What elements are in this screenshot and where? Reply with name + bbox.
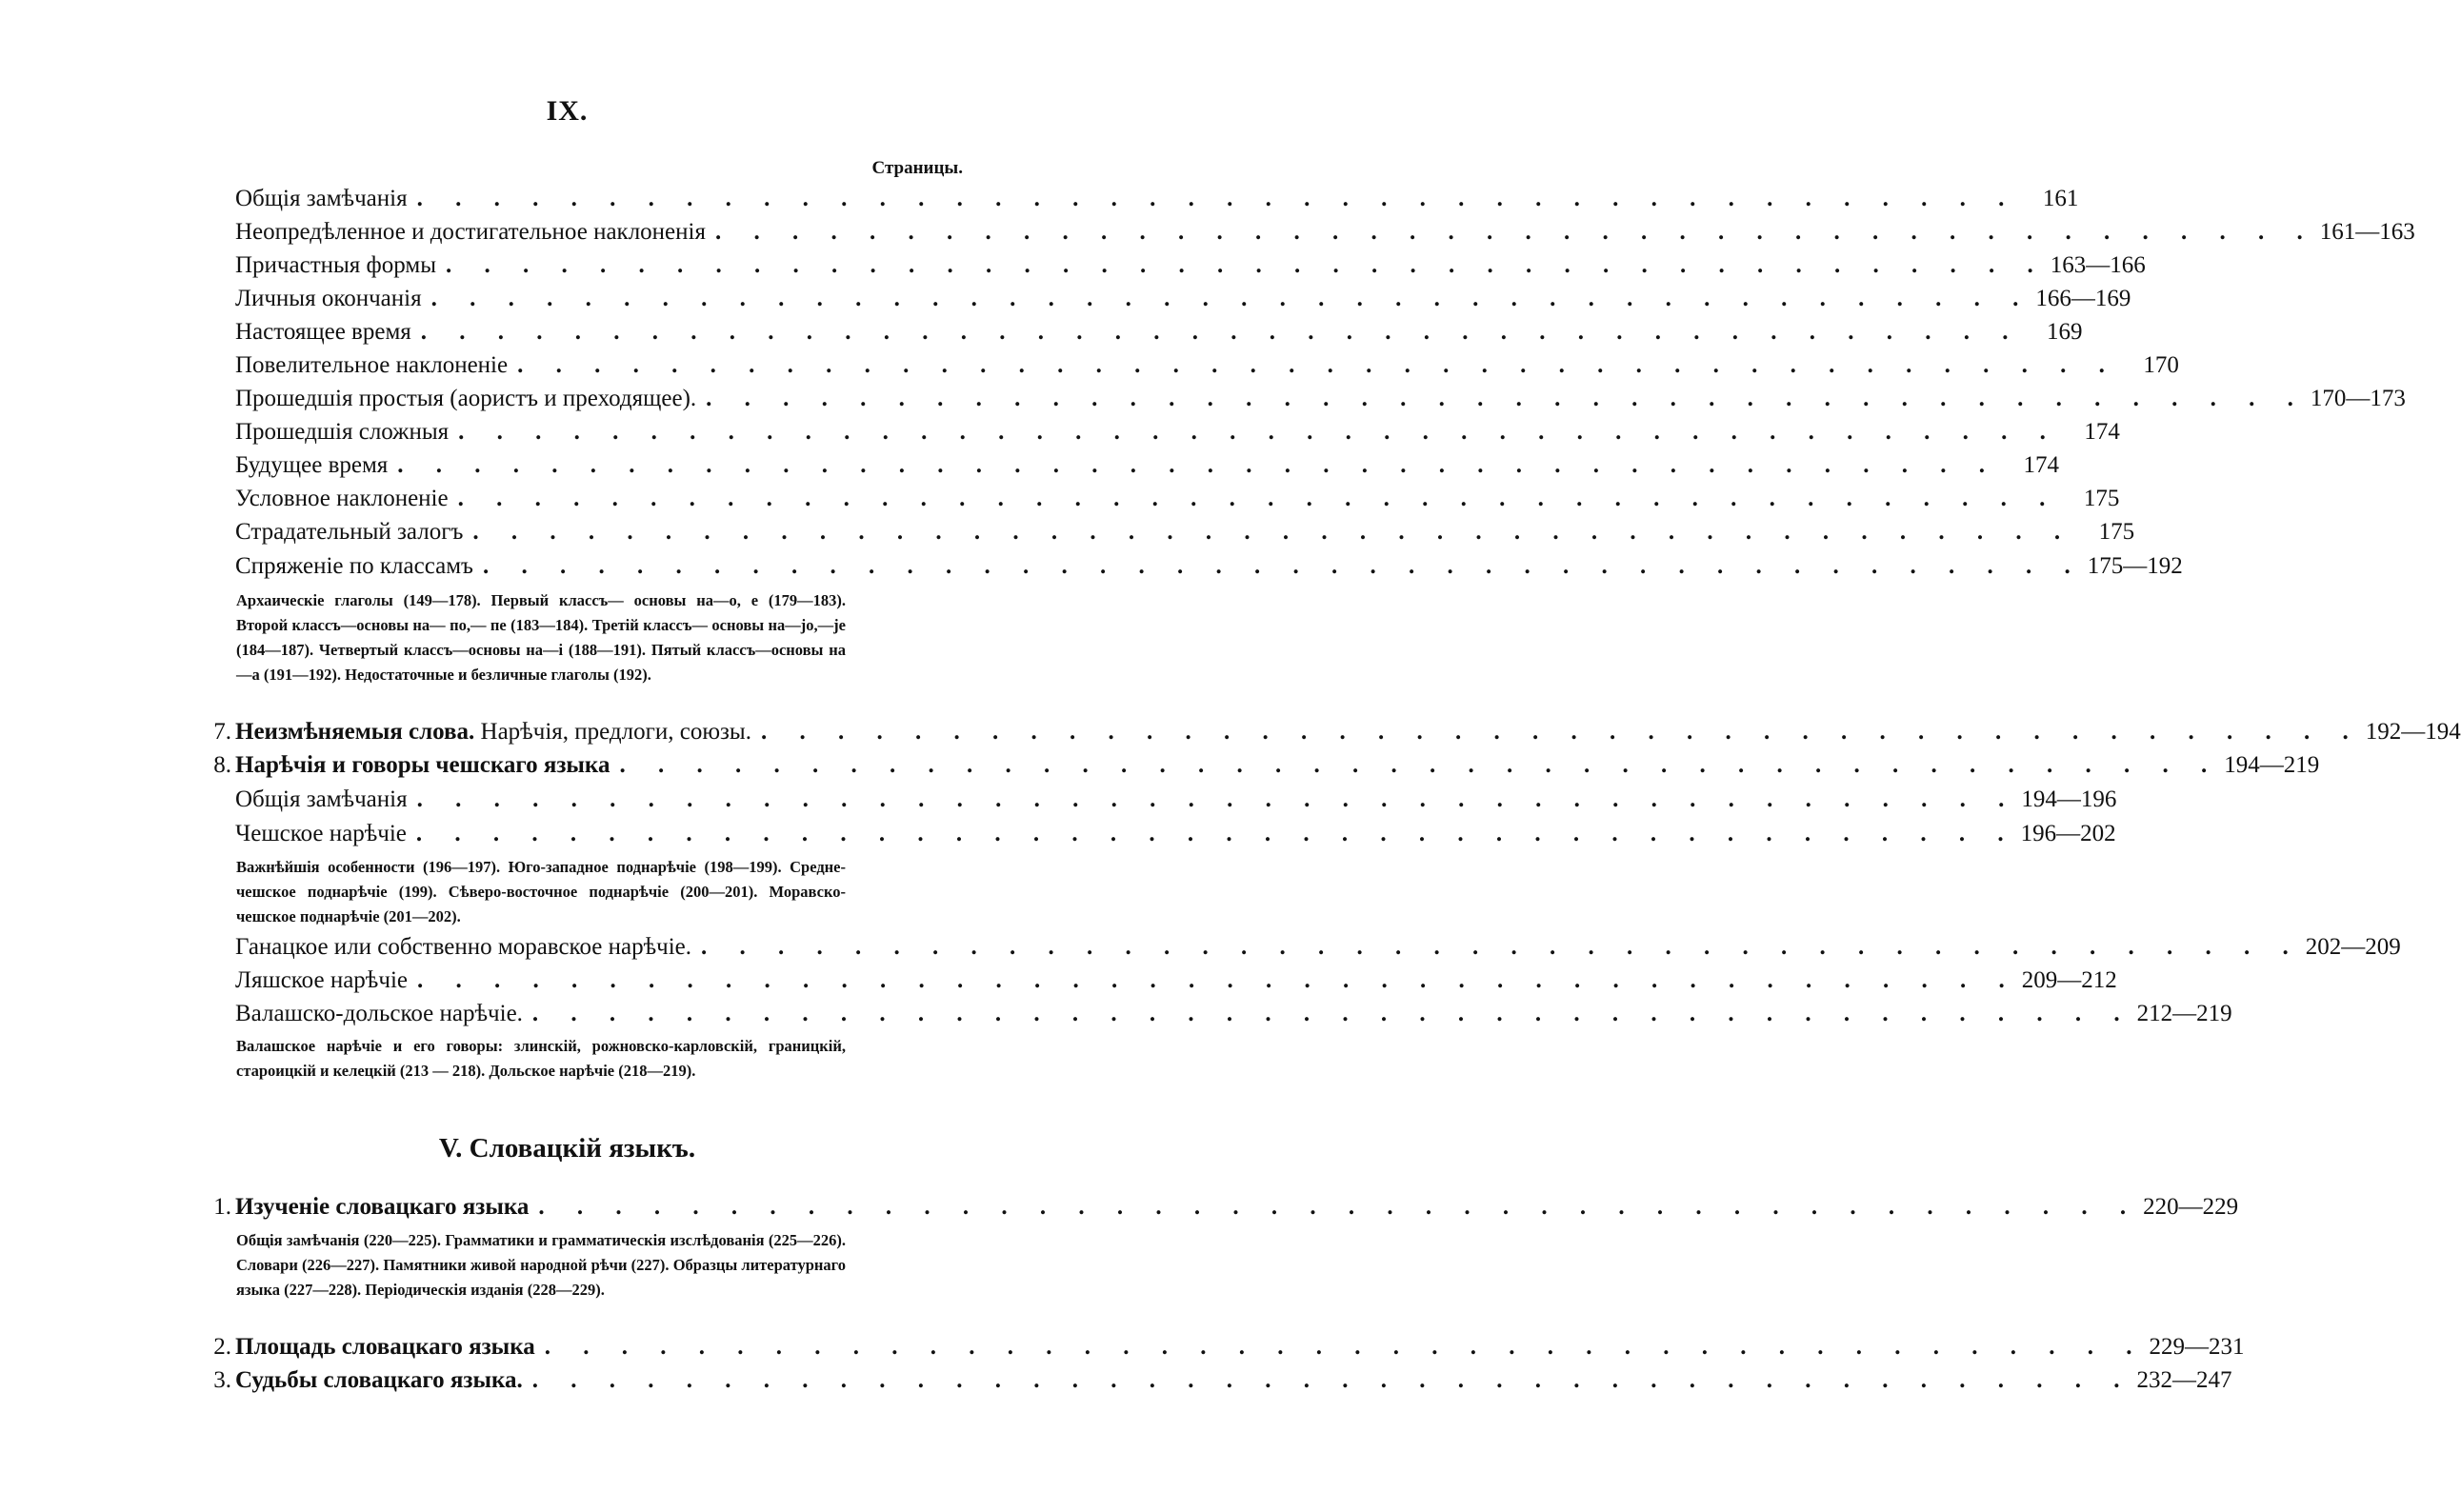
dot-leader: . . . . . . . . . . . . . . . . . . . . . . . . . . . . . . . . . . . . . . . . . . [619, 752, 2221, 778]
toc-entry-title: Ганацкое или собственно моравское нарѣчіе. [235, 934, 692, 960]
toc-entry-pages: 163—166 [2050, 252, 2146, 278]
toc-entry-pages: 175—192 [2087, 553, 2183, 579]
toc-entry-title: Причастныя формы [235, 252, 436, 278]
toc-entry [186, 449, 2060, 482]
toc-entry-pages: 169 [2047, 319, 2083, 345]
toc-entry-pages: 229—231 [2149, 1334, 2245, 1360]
entry-note: Важнѣйшія особенности (196—197). Юго-западное поднарѣчіе (198—199). Средне-чешское поднарѣчіе (199). Сѣверо-восточное поднарѣчіе (200—201). Моравско-чешское поднарѣчіе (201—202). [236, 858, 846, 925]
toc-entry [186, 1331, 2245, 1363]
toc-entry-pages: 175 [2098, 519, 2135, 545]
dot-leader: . . . . . . . . . . . . . . . . . . . . . . . . . . . . . . . . . . . . . . . . . . [701, 934, 2302, 960]
entry-note: Архаическіе глаголы (149—178). Первый классъ— основы на—о, е (179—183). Второй классъ—основы на— по,— пе (183—184). Третій классъ— основы на—јо,—је (184—187). Четвертый классъ—основы на—і (188—191). Пятый классъ—основы на—а (191—192). Недостаточные и безличные глаголы (192). [236, 591, 846, 684]
toc-entry-pages: 170—173 [2310, 386, 2406, 411]
entry-note: Общія замѣчанія (220—225). Грамматики и грамматическія изслѣдованія (225—226). Словари (226—227). Памятники живой народной рѣчи (227). Образцы литературнаго языка (227—228). Періодическія изданія (228—229). [236, 1231, 846, 1299]
toc-entry-pages: 194—219 [2224, 752, 2320, 778]
toc-entry-pages: 209—212 [2021, 967, 2117, 993]
toc-entry-pages: 194—196 [2021, 786, 2117, 812]
dot-leader: . . . . . . . . . . . . . . . . . . . . . . . . . . . . . . . . . . . . . . . . . . [416, 186, 2018, 211]
toc-entry-pages: 166—169 [2035, 286, 2131, 311]
dot-leader: . . . . . . . . . . . . . . . . . . . . . . . . . . . . . . . . . . . . . . . . . . [397, 452, 1999, 478]
toc-entry [186, 416, 2120, 448]
toc-entry-title: Прошедшія простыя (аористъ и преходящее). [235, 386, 697, 411]
toc-entry [186, 216, 2415, 249]
toc-entry-number: 7. [213, 719, 231, 745]
toc-entry [186, 550, 2183, 583]
toc-entry-pages: 161 [2042, 186, 2079, 211]
dot-leader: . . . . . . . . . . . . . . . . . . . . . . . . . . . . . . . . . . . . . . . . . . [482, 553, 2084, 579]
toc-entry-title: Прошедшія сложныя [235, 419, 450, 445]
dot-leader: . . . . . . . . . . . . . . . . . . . . . . . . . . . . . . . . . . . . . . . . . . [446, 252, 2047, 278]
toc-entry-pages: 175 [2083, 486, 2120, 511]
dot-leader: . . . . . . . . . . . . . . . . . . . . . . . . . . . . . . . . . . . . . . . . . . [760, 719, 2362, 745]
dot-leader: . . . . . . . . . . . . . . . . . . . . . . . . . . . . . . . . . . . . . . . . . . [457, 486, 2059, 511]
toc-entry-pages: 212—219 [2136, 1001, 2232, 1026]
toc-entry-title: Общія замѣчанія [235, 186, 408, 211]
toc-entry-title: Страдательный залогъ [235, 519, 464, 545]
toc-entry [186, 784, 2117, 816]
toc-entry [186, 249, 2146, 282]
toc-entry [186, 183, 2079, 215]
toc-entry-title-bold: Нарѣчія и говоры чешскаго языка [235, 752, 610, 778]
toc-entry [186, 931, 2401, 964]
dot-leader: . . . . . . . . . . . . . . . . . . . . . . . . . . . . . . . . . . . . . . . . . . [472, 519, 2074, 545]
toc-entry [186, 1191, 2239, 1224]
toc-entry-title: Общія замѣчанія [235, 786, 408, 812]
toc-entry-pages: 170 [2143, 352, 2179, 378]
toc-entry-title: Спряженіе по классамъ [235, 553, 473, 579]
toc-entry-title: Ляшское нарѣчіе [235, 967, 408, 993]
dot-leader: . . . . . . . . . . . . . . . . . . . . . . . . . . . . . . . . . . . . . . . . . . [430, 286, 2032, 311]
toc-entry-title: Чешское нарѣчіе [235, 821, 407, 846]
dot-leader: . . . . . . . . . . . . . . . . . . . . . . . . . . . . . . . . . . . . . . . . . . [517, 352, 2118, 378]
dot-leader: . . . . . . . . . . . . . . . . . . . . . . . . . . . . . . . . . . . . . . . . . . [706, 386, 2307, 411]
toc-entry-title: Неопредѣленное и достигательное наклоненія [235, 219, 706, 245]
toc-entry-number: 3. [213, 1367, 231, 1393]
toc-entry-title: Настоящее время [235, 319, 411, 345]
toc-entry-title: Изученіе словацкаго языка [235, 1194, 530, 1220]
dot-leader: . . . . . . . . . . . . . . . . . . . . . . . . . . . . . . . . . . . . . . . . . . [531, 1367, 2133, 1393]
toc-entry-title: Судьбы словацкаго языка. [235, 1367, 523, 1393]
toc-entry [186, 716, 2461, 748]
dot-leader: . . . . . . . . . . . . . . . . . . . . . . . . . . . . . . . . . . . . . . . . . . [544, 1334, 2146, 1360]
toc-entry-title [233, 716, 751, 748]
dot-leader: . . . . . . . . . . . . . . . . . . . . . . . . . . . . . . . . . . . . . . . . . . [714, 219, 2316, 245]
toc-entry [186, 483, 2120, 515]
toc-entry [186, 965, 2117, 997]
toc-entry-title: Личныя окончанія [235, 286, 422, 311]
dot-leader: . . . . . . . . . . . . . . . . . . . . . . . . . . . . . . . . . . . . . . . . . . [417, 967, 2018, 993]
section-heading: V. Словацкій языкъ. [438, 1133, 696, 1164]
toc-entry-pages: 192—194 [2365, 719, 2461, 745]
toc-entry-title: Условное наклоненіе [235, 486, 449, 511]
toc-entry-pages: 174 [2084, 419, 2120, 445]
dot-leader: . . . . . . . . . . . . . . . . . . . . . . . . . . . . . . . . . . . . . . . . . . [415, 821, 2017, 846]
toc-entry [186, 1364, 2232, 1397]
toc-entry-pages: 232—247 [2136, 1367, 2232, 1393]
toc-entry-title [233, 749, 610, 782]
dot-leader: . . . . . . . . . . . . . . . . . . . . . . . . . . . . . . . . . . . . . . . . . . [538, 1194, 2140, 1220]
toc-entry [186, 349, 2179, 382]
toc-entry-number: 2. [213, 1334, 231, 1360]
toc-entry-pages: 220—229 [2143, 1194, 2239, 1220]
toc-entry-title-rest: Нарѣчія, предлоги, союзы. [474, 719, 751, 745]
page-number: IX. [546, 95, 589, 127]
pages-column-header: Страницы. [871, 158, 963, 178]
toc-entry-title: Площадь словацкаго языка [235, 1334, 535, 1360]
toc-entry-title: Будущее время [235, 452, 389, 478]
toc-entry [186, 998, 2232, 1030]
toc-entry-pages: 202—209 [2305, 934, 2401, 960]
toc-entry-pages: 161—163 [2319, 219, 2415, 245]
entry-note: Валашское нарѣчіе и его говоры: злинскій, рожновско-карловскій, границкій, староицкій и келецкій (213 — 218). Дольское нарѣчіе (218—219). [236, 1037, 846, 1080]
toc-entry [186, 283, 2131, 315]
toc-entry [186, 818, 2116, 850]
toc-entry-title: Валашско-дольское нарѣчіе. [235, 1001, 523, 1026]
dot-leader: . . . . . . . . . . . . . . . . . . . . . . . . . . . . . . . . . . . . . . . . . . [458, 419, 2059, 445]
toc-entry-number: 1. [213, 1194, 231, 1220]
dot-leader: . . . . . . . . . . . . . . . . . . . . . . . . . . . . . . . . . . . . . . . . . . [420, 319, 2022, 345]
toc-entry-pages: 174 [2023, 452, 2060, 478]
toc-entry-title-bold: Неизмѣняемыя слова. [235, 719, 475, 745]
toc-entry [186, 383, 2406, 415]
toc-entry [186, 749, 2320, 782]
toc-entry-pages: 196—202 [2020, 821, 2116, 846]
toc-entry [186, 316, 2083, 348]
toc-entry-title: Повелительное наклоненіе [235, 352, 509, 378]
dot-leader: . . . . . . . . . . . . . . . . . . . . . . . . . . . . . . . . . . . . . . . . . . [416, 786, 2018, 812]
dot-leader: . . . . . . . . . . . . . . . . . . . . . . . . . . . . . . . . . . . . . . . . . . [531, 1001, 2133, 1026]
toc-entry-number: 8. [213, 752, 231, 778]
toc-entry [186, 516, 2135, 548]
